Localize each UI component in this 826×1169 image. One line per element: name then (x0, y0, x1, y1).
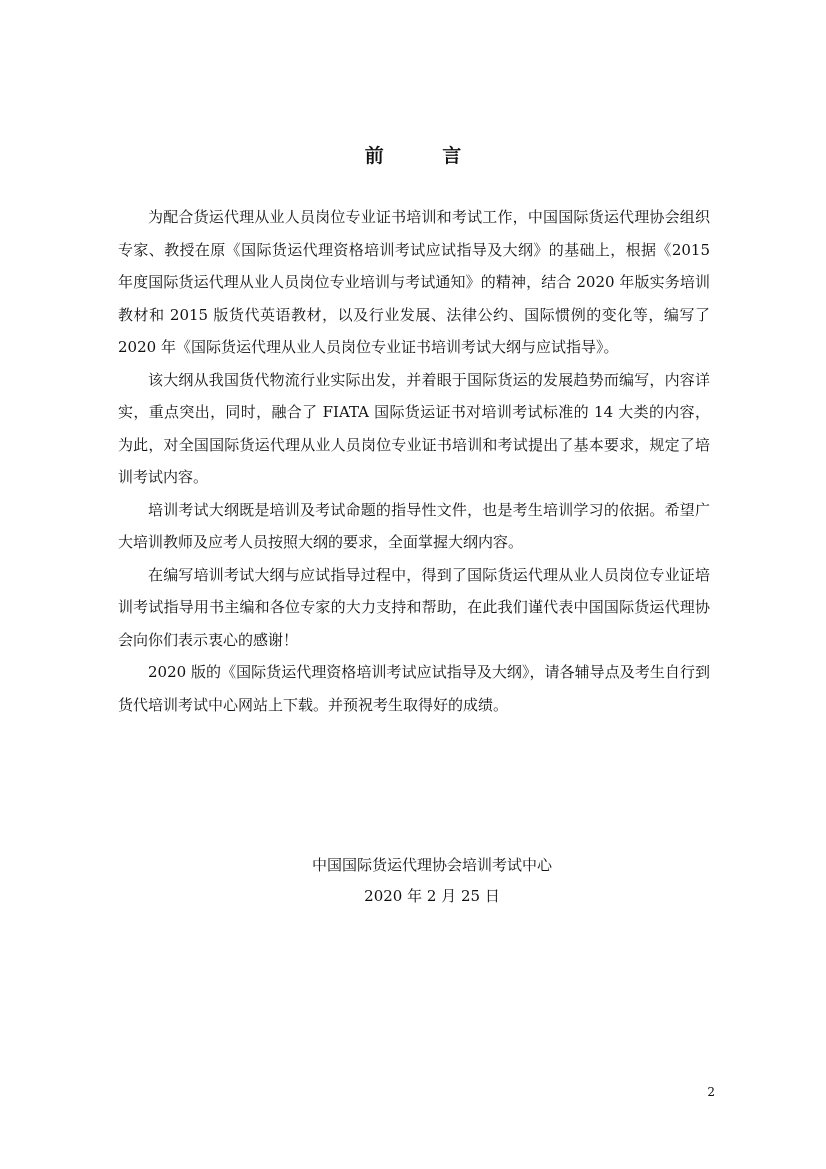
paragraph-3: 培训考试大纲既是培训及考试命题的指导性文件，也是考生培训学习的依据。希望广大培训教师及应考人员按照大纲的要求，全面掌握大纲内容。 (118, 500, 710, 551)
signature-block (0, 850, 826, 912)
page-number: 2 (707, 1085, 715, 1099)
paragraph-1: 为配合货运代理从业人员岗位专业证书培训和考试工作，中国国际货运代理协会组织专家、教授在原《国际货运代理资格培训考试应试指导及大纲》的基础上，根据《2015 年度国际货运代理从业人员岗位专业培训与考试通知》的精神，结合 2020 年版实务培训教材和 2015 版货代英语教材，以及行业发展、法律公约、国际惯例的变化等，编写了 2020 年《国际货运代理从业人员岗位专业证书培训考试大纲与应试指导》。 (118, 208, 710, 356)
paragraph-4: 在编写培训考试大纲与应试指导过程中，得到了国际货运代理从业人员岗位专业证培训考试指导用书主编和各位专家的大力支持和帮助，在此我们谨代表中国国际货运代理协会向你们表示衷心的感谢！ (118, 565, 710, 649)
paragraph-5: 2020 版的《国际货运代理资格培训考试应试指导及大纲》，请各辅导点及考生自行到货代培训考试中心网站上下载。并预祝考生取得好的成绩。 (118, 663, 710, 714)
paragraph-2: 该大纲从我国货代物流行业实际出发，并着眼于国际货运的发展趋势而编写，内容详实，重点突出，同时，融合了 FIATA 国际货运证书对培训考试标准的 14 大类的内容，为此，对全国国际货运代理从业人员岗位专业证书培训和考试提出了基本要求，规定了培训考试内容。 (118, 370, 710, 486)
signature-organization: 中国国际货运代理协会培训考试中心 (311, 856, 552, 874)
preface-body (118, 201, 710, 721)
signature-date: 2020 年 2 月 25 日 (364, 887, 500, 905)
page-title: 前 言 (364, 145, 488, 167)
